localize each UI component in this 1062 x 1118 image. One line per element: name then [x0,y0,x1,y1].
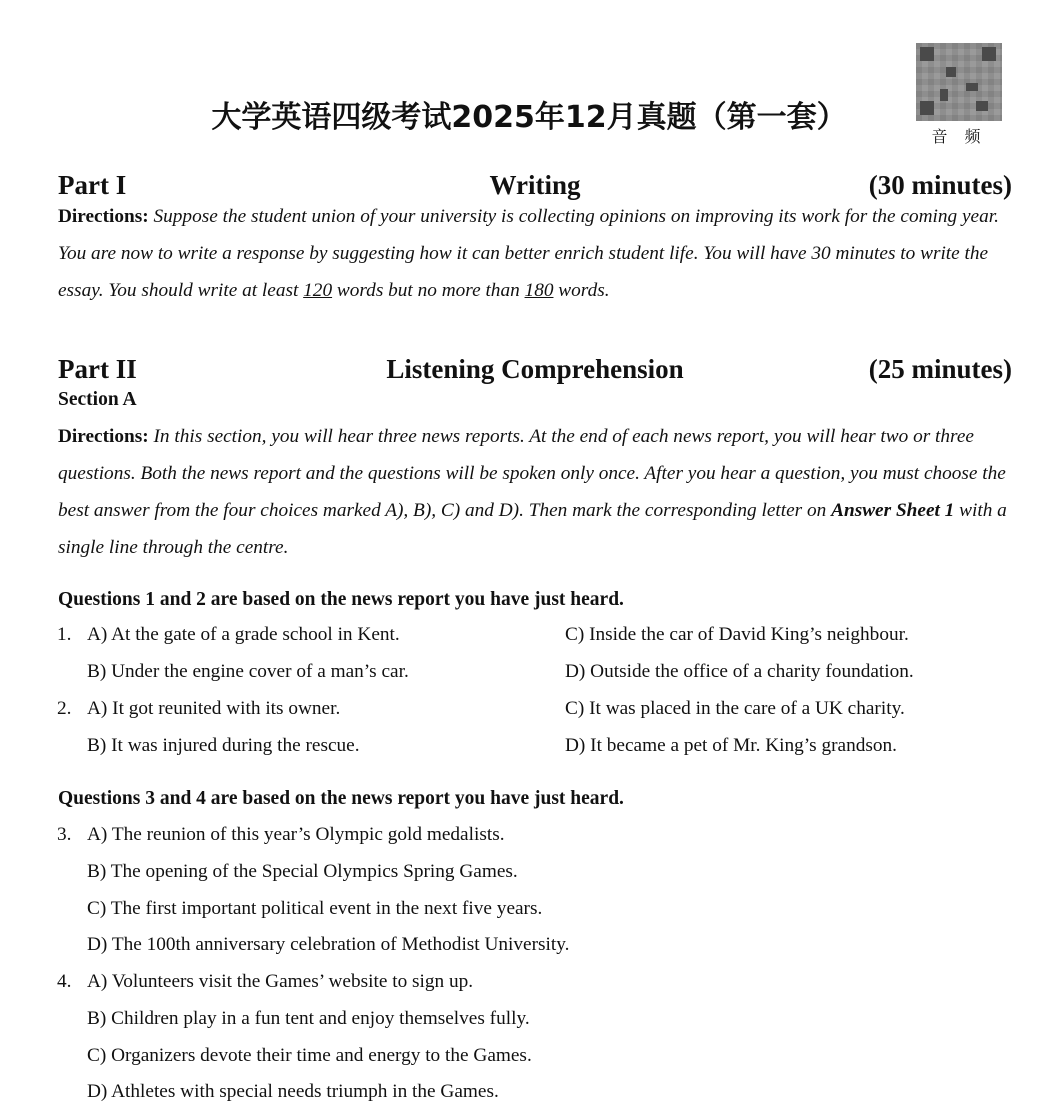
option-c[interactable]: C) The first important political event in the next five years. [87,898,543,919]
option-a[interactable]: A) It got reunited with its owner. [87,698,341,719]
part1-time: (30 minutes) [868,170,1012,200]
part1-label: Part I [58,170,127,200]
part1-directions-text-2: words but no more than [332,280,525,301]
option-a[interactable]: A) At the gate of a grade school in Kent. [87,624,400,645]
answer-sheet-ref: Answer Sheet 1 [831,500,955,521]
option-b[interactable]: B) It was injured during the rescue. [87,735,360,756]
part1-directions [58,198,1016,309]
part2-label: Part II [58,354,137,384]
part2-directions-label: Directions: [58,426,149,447]
part2-header [58,354,1012,388]
part2-directions [58,418,1016,566]
max-words: 180 [524,280,554,301]
question-number: 1. [57,624,72,645]
question-number: 4. [57,971,72,992]
part2-directions-text-2: with a single line through the centre. [58,500,1007,558]
option-b[interactable]: B) Under the engine cover of a man’s car. [87,661,409,682]
option-c[interactable]: C) Organizers devote their time and energy to the Games. [87,1045,532,1066]
option-c[interactable]: C) It was placed in the care of a UK charity. [565,698,905,719]
option-b[interactable]: B) Children play in a fun tent and enjoy themselves fully. [87,1008,530,1029]
qr-code-icon [916,43,1002,121]
min-words: 120 [303,280,333,301]
part1-directions-text: Suppose the student union of your university is collecting opinions on improving its work for the coming year. You are now to write a response by suggesting how it can better enrich student life. You will have 30 minutes to write the essay. You should write at least [58,206,999,301]
part1-directions-text-3: words. [553,280,610,301]
part2-directions-text: In this section, you will hear three news reports. At the end of each news report, you will hear two or three questions. Both the news report and the questions will be spoken only once. After you hear a question, you must choose the best answer from the four choices marked A), B), C) and D). Then mark the corresponding letter on [58,426,1006,521]
option-b[interactable]: B) The opening of the Special Olympics Spring Games. [87,861,518,882]
option-d[interactable]: D) Athletes with special needs triumph in the Games. [87,1081,499,1102]
option-a[interactable]: A) The reunion of this year’s Olympic gold medalists. [87,824,505,845]
part2-time: (25 minutes) [868,354,1012,384]
option-a[interactable]: A) Volunteers visit the Games’ website to sign up. [87,971,474,992]
group2-heading: Questions 3 and 4 are based on the news report you have just heard. [58,788,624,809]
question-number: 3. [57,824,72,845]
section-a-heading: Section A [58,389,137,410]
option-d[interactable]: D) The 100th anniversary celebration of Methodist University. [87,934,570,955]
option-d[interactable]: D) It became a pet of Mr. King’s grandson. [565,735,897,756]
part2-name: Listening Comprehension [386,354,684,384]
part1-directions-label: Directions: [58,206,149,227]
exam-title: 大学英语四级考试2025年12月真题（第一套） [211,100,847,135]
qr-label: 音 频 [931,127,987,146]
option-d[interactable]: D) Outside the office of a charity foundation. [565,661,914,682]
option-c[interactable]: C) Inside the car of David King’s neighbour. [565,624,909,645]
question-number: 2. [57,698,72,719]
part1-name: Writing [489,170,581,200]
group1-heading: Questions 1 and 2 are based on the news report you have just heard. [58,589,624,610]
